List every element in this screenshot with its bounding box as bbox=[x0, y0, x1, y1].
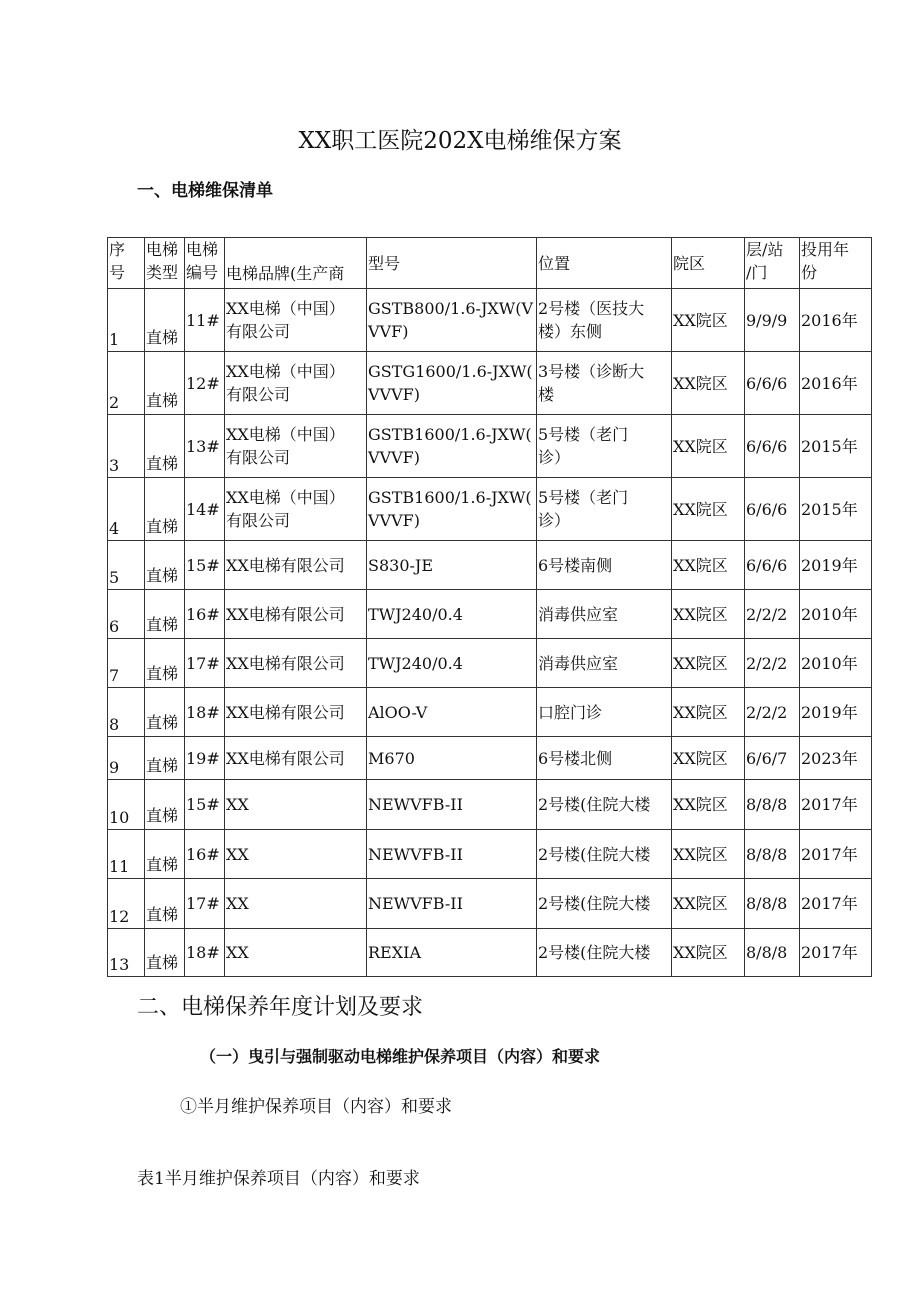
row-code: 17# bbox=[185, 879, 225, 929]
row-location: 2号楼(住院大楼 bbox=[537, 929, 672, 977]
section-heading-maintenance-list: 一、电梯维保清单 bbox=[137, 181, 273, 201]
item-half-month: ①半月维护保养项目（内容）和要求 bbox=[180, 1097, 452, 1117]
row-model: TWJ240/0.4 bbox=[367, 590, 537, 639]
table-row bbox=[108, 289, 872, 352]
row-campus: XX院区 bbox=[672, 590, 745, 639]
row-model: NEWVFB-II bbox=[367, 879, 537, 929]
row-location: 2号楼(住院大楼 bbox=[537, 780, 672, 830]
row-year: 2015年 bbox=[800, 415, 872, 478]
row-type: 直梯 bbox=[145, 688, 185, 737]
row-campus: XX院区 bbox=[672, 639, 745, 688]
row-brand: XX bbox=[225, 830, 367, 879]
row-model: AlOO-V bbox=[367, 688, 537, 737]
row-campus: XX院区 bbox=[672, 780, 745, 830]
table-caption: 表1半月维护保养项目（内容）和要求 bbox=[137, 1169, 420, 1189]
row-year: 2017年 bbox=[800, 879, 872, 929]
header-seq: 序 号 bbox=[108, 238, 145, 289]
row-floors: 8/8/8 bbox=[745, 879, 800, 929]
table-row bbox=[108, 352, 872, 415]
row-location: 5号楼（老门 诊） bbox=[537, 415, 672, 478]
row-year: 2016年 bbox=[800, 352, 872, 415]
subsection-heading-traction: （一）曳引与强制驱动电梯维护保养项目（内容）和要求 bbox=[200, 1047, 601, 1066]
row-model: NEWVFB-II bbox=[367, 830, 537, 879]
table-row bbox=[108, 929, 872, 977]
table-row bbox=[108, 590, 872, 639]
row-code: 14# bbox=[185, 478, 225, 541]
row-brand: XX电梯有限公司 bbox=[225, 639, 367, 688]
row-floors: 9/9/9 bbox=[745, 289, 800, 352]
row-model: NEWVFB-II bbox=[367, 780, 537, 830]
table-row bbox=[108, 737, 872, 780]
row-type: 直梯 bbox=[145, 737, 185, 780]
row-model: GSTB800/1.6-JXW(V VVF) bbox=[367, 289, 537, 352]
row-year: 2010年 bbox=[800, 639, 872, 688]
row-type: 直梯 bbox=[145, 780, 185, 830]
row-brand: XX电梯（中国） 有限公司 bbox=[225, 352, 367, 415]
row-model: REXIA bbox=[367, 929, 537, 977]
row-code: 18# bbox=[185, 688, 225, 737]
row-brand: XX电梯有限公司 bbox=[225, 688, 367, 737]
row-floors: 2/2/2 bbox=[745, 590, 800, 639]
row-model: TWJ240/0.4 bbox=[367, 639, 537, 688]
row-code: 15# bbox=[185, 541, 225, 590]
header-location: 位置 bbox=[537, 238, 672, 289]
row-type: 直梯 bbox=[145, 541, 185, 590]
table-row bbox=[108, 415, 872, 478]
row-floors: 2/2/2 bbox=[745, 639, 800, 688]
row-brand: XX电梯有限公司 bbox=[225, 541, 367, 590]
table-row bbox=[108, 639, 872, 688]
row-code: 18# bbox=[185, 929, 225, 977]
row-code: 11# bbox=[185, 289, 225, 352]
row-type: 直梯 bbox=[145, 352, 185, 415]
row-seq: 1 bbox=[108, 289, 145, 352]
row-seq: 7 bbox=[108, 639, 145, 688]
row-campus: XX院区 bbox=[672, 929, 745, 977]
row-year: 2019年 bbox=[800, 541, 872, 590]
row-floors: 8/8/8 bbox=[745, 780, 800, 830]
row-type: 直梯 bbox=[145, 590, 185, 639]
row-model: GSTG1600/1.6-JXW( VVVF) bbox=[367, 352, 537, 415]
row-type: 直梯 bbox=[145, 478, 185, 541]
row-campus: XX院区 bbox=[672, 478, 745, 541]
row-floors: 2/2/2 bbox=[745, 688, 800, 737]
row-brand: XX电梯（中国） 有限公司 bbox=[225, 415, 367, 478]
row-seq: 12 bbox=[108, 879, 145, 929]
row-year: 2023年 bbox=[800, 737, 872, 780]
row-type: 直梯 bbox=[145, 879, 185, 929]
table-row bbox=[108, 780, 872, 830]
row-location: 2号楼（医技大 楼）东侧 bbox=[537, 289, 672, 352]
table-row bbox=[108, 830, 872, 879]
table-row bbox=[108, 541, 872, 590]
row-code: 19# bbox=[185, 737, 225, 780]
row-brand: XX电梯（中国） 有限公司 bbox=[225, 478, 367, 541]
row-floors: 6/6/6 bbox=[745, 415, 800, 478]
row-location: 口腔门诊 bbox=[537, 688, 672, 737]
row-campus: XX院区 bbox=[672, 289, 745, 352]
table-header-row bbox=[108, 238, 872, 289]
row-year: 2017年 bbox=[800, 830, 872, 879]
document-title: XX职工医院202X电梯维保方案 bbox=[298, 128, 622, 154]
row-location: 5号楼（老门 诊） bbox=[537, 478, 672, 541]
row-campus: XX院区 bbox=[672, 352, 745, 415]
row-model: M670 bbox=[367, 737, 537, 780]
row-model: GSTB1600/1.6-JXW( VVVF) bbox=[367, 415, 537, 478]
row-year: 2019年 bbox=[800, 688, 872, 737]
row-code: 16# bbox=[185, 590, 225, 639]
row-location: 3号楼（诊断大 楼 bbox=[537, 352, 672, 415]
row-brand: XX bbox=[225, 879, 367, 929]
row-location: 消毒供应室 bbox=[537, 639, 672, 688]
row-brand: XX电梯有限公司 bbox=[225, 737, 367, 780]
row-floors: 6/6/6 bbox=[745, 478, 800, 541]
row-floors: 6/6/6 bbox=[745, 352, 800, 415]
row-seq: 5 bbox=[108, 541, 145, 590]
row-seq: 3 bbox=[108, 415, 145, 478]
row-location: 消毒供应室 bbox=[537, 590, 672, 639]
row-seq: 6 bbox=[108, 590, 145, 639]
row-model: GSTB1600/1.6-JXW( VVVF) bbox=[367, 478, 537, 541]
row-seq: 11 bbox=[108, 830, 145, 879]
row-year: 2017年 bbox=[800, 780, 872, 830]
row-seq: 8 bbox=[108, 688, 145, 737]
row-floors: 8/8/8 bbox=[745, 830, 800, 879]
row-seq: 2 bbox=[108, 352, 145, 415]
row-year: 2010年 bbox=[800, 590, 872, 639]
row-year: 2016年 bbox=[800, 289, 872, 352]
row-seq: 4 bbox=[108, 478, 145, 541]
row-brand: XX bbox=[225, 780, 367, 830]
row-location: 2号楼(住院大楼 bbox=[537, 830, 672, 879]
row-floors: 6/6/7 bbox=[745, 737, 800, 780]
row-type: 直梯 bbox=[145, 639, 185, 688]
row-campus: XX院区 bbox=[672, 879, 745, 929]
header-brand: 电梯品牌(生产商 bbox=[225, 238, 367, 289]
row-year: 2015年 bbox=[800, 478, 872, 541]
row-floors: 6/6/6 bbox=[745, 541, 800, 590]
row-seq: 10 bbox=[108, 780, 145, 830]
row-year: 2017年 bbox=[800, 929, 872, 977]
header-campus: 院区 bbox=[672, 238, 745, 289]
row-campus: XX院区 bbox=[672, 541, 745, 590]
section-heading-annual-plan: 二、电梯保养年度计划及要求 bbox=[137, 995, 424, 1020]
row-campus: XX院区 bbox=[672, 830, 745, 879]
elevator-maintenance-table bbox=[107, 237, 872, 977]
row-brand: XX电梯有限公司 bbox=[225, 590, 367, 639]
header-code: 电梯 编号 bbox=[185, 238, 225, 289]
row-campus: XX院区 bbox=[672, 737, 745, 780]
row-campus: XX院区 bbox=[672, 688, 745, 737]
row-model: S830-JE bbox=[367, 541, 537, 590]
row-code: 15# bbox=[185, 780, 225, 830]
row-floors: 8/8/8 bbox=[745, 929, 800, 977]
header-model: 型号 bbox=[367, 238, 537, 289]
row-code: 17# bbox=[185, 639, 225, 688]
table-row bbox=[108, 688, 872, 737]
row-type: 直梯 bbox=[145, 929, 185, 977]
row-type: 直梯 bbox=[145, 289, 185, 352]
table-row bbox=[108, 478, 872, 541]
row-campus: XX院区 bbox=[672, 415, 745, 478]
row-brand: XX电梯（中国） 有限公司 bbox=[225, 289, 367, 352]
row-type: 直梯 bbox=[145, 830, 185, 879]
row-location: 6号楼北侧 bbox=[537, 737, 672, 780]
row-seq: 13 bbox=[108, 929, 145, 977]
row-location: 6号楼南侧 bbox=[537, 541, 672, 590]
row-type: 直梯 bbox=[145, 415, 185, 478]
header-year: 投用年 份 bbox=[800, 238, 872, 289]
row-seq: 9 bbox=[108, 737, 145, 780]
header-floors: 层/站 /门 bbox=[745, 238, 800, 289]
row-code: 13# bbox=[185, 415, 225, 478]
row-location: 2号楼(住院大楼 bbox=[537, 879, 672, 929]
row-code: 16# bbox=[185, 830, 225, 879]
row-brand: XX bbox=[225, 929, 367, 977]
row-code: 12# bbox=[185, 352, 225, 415]
header-type: 电梯 类型 bbox=[145, 238, 185, 289]
table-row bbox=[108, 879, 872, 929]
